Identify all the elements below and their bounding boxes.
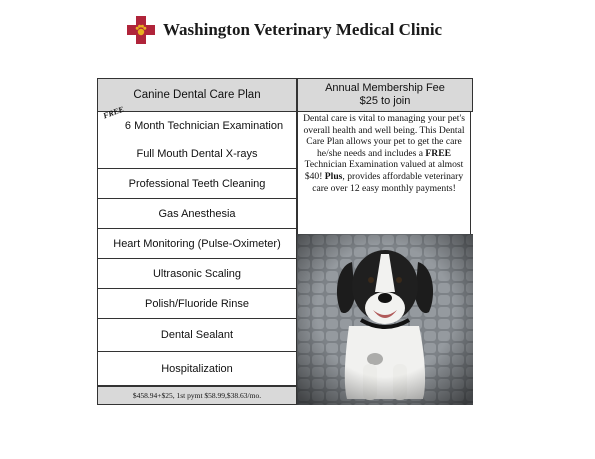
service-label: Polish/Fluoride Rinse — [145, 297, 249, 310]
service-row — [97, 199, 297, 229]
payment-footer: $458.94+$25, 1st pymt $58.99,$38.63/mo. — [97, 386, 297, 405]
service-label: Professional Teeth Cleaning — [128, 177, 266, 190]
service-row — [97, 319, 297, 352]
service-label: 6 Month Technician Examination — [124, 120, 284, 132]
clinic-title: Washington Veterinary Medical Clinic — [163, 20, 443, 39]
service-label: Gas Anesthesia — [158, 207, 236, 220]
service-label: Dental Sealant — [160, 329, 234, 341]
plan-description: Dental care is vital to managing your pet's overall health and well being. This Dental Care Plan allows your pet to get the care he/she needs and includes a FREE Technician Examination valued at almost $40! Plus, provides affordable veterinary care over 12 easy monthly payments! — [297, 112, 471, 234]
service-row — [97, 169, 297, 199]
services-column — [97, 78, 297, 405]
service-label: Hospitalization — [161, 362, 233, 375]
fee-title: Annual Membership Fee — [325, 82, 445, 94]
membership-fee-header — [297, 78, 473, 112]
service-row — [97, 104, 297, 141]
service-row — [97, 289, 297, 319]
service-row — [97, 352, 297, 386]
paw-icon — [134, 23, 148, 37]
service-row — [97, 259, 297, 289]
dog-image — [297, 234, 473, 405]
plan-header: Canine Dental Care Plan — [97, 78, 297, 112]
clinic-header — [127, 14, 442, 46]
service-row — [97, 140, 297, 169]
dental-plan-table — [97, 78, 473, 405]
service-label: Full Mouth Dental X-rays — [136, 148, 258, 160]
membership-column — [297, 78, 473, 405]
service-row — [97, 229, 297, 259]
dog-photo — [297, 234, 473, 405]
service-label: Ultrasonic Scaling — [152, 267, 242, 280]
service-label: Heart Monitoring (Pulse-Oximeter) — [113, 237, 281, 250]
free-tag: FREE — [102, 104, 126, 121]
clinic-logo-icon — [127, 16, 155, 44]
fee-amount: $25 to join — [359, 95, 411, 107]
